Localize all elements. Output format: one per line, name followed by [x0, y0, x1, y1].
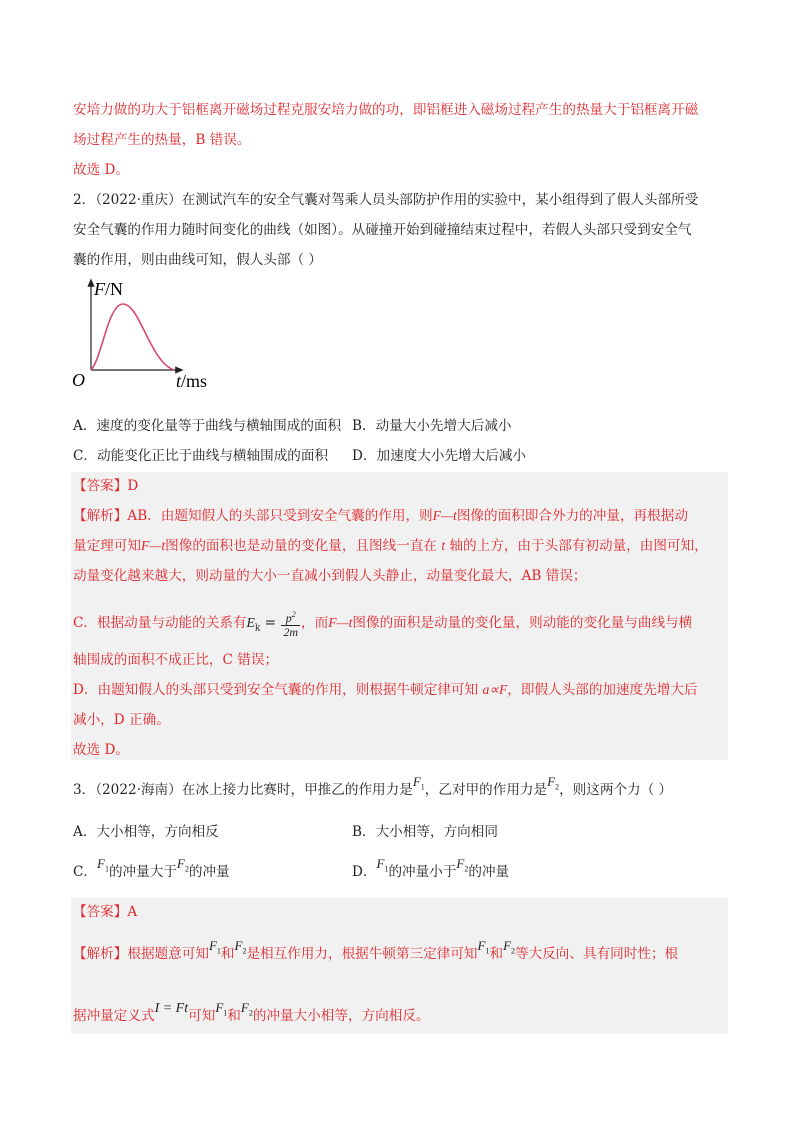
f2-symbol: $F_2$ [456, 856, 469, 874]
option-c: C．$F_1$的冲量大于$F_2$的冲量 [73, 856, 230, 880]
analysis-line: C．根据动量与动能的关系有$E_k$ = $\frac{p^2}{2m}$ ，而F—t图像的面积是动量的变化量，则动能的变化量与曲线与横 [73, 610, 693, 639]
analysis-line: 【解析】AB．由题知假人的头部只受到安全气囊的作用，则F—t图像的面积即合外力的冲量，再根据动 [73, 508, 688, 524]
f1-symbol: $F_1$ [215, 1000, 228, 1018]
f2-symbol: $F_2$ [503, 938, 516, 956]
option-b: B．动量大小先增大后减小 [352, 418, 512, 434]
f1-symbol: $F_1$ [208, 938, 221, 956]
x-axis-label: t/ms [176, 371, 208, 391]
force-time-graph [70, 276, 220, 392]
text-line: 故选 D。 [73, 162, 130, 178]
question-2-stem: 囊的作用，则由曲线可知，假人头部（ ） [73, 252, 323, 268]
f2-symbol: $F_2$ [176, 856, 189, 874]
text-line: 安培力做的功大于铝框离开磁场过程克服安培力做的功，即铝框进入磁场过程产生的热量大于铝框离开磁 [73, 102, 699, 118]
force-curve [91, 304, 174, 370]
question-3-stem: 3．（2022·海南）在冰上接力比赛时，甲推乙的作用力是$F_1$，乙对甲的作用力是$F_2$，则这两个力（ ） [73, 774, 673, 798]
origin-label: O [72, 370, 85, 390]
y-axis-label: F/N [94, 279, 123, 299]
answer-label: 【答案】D [73, 478, 139, 494]
question-2-stem: 2．（2022·重庆）在测试汽车的安全气囊对驾乘人员头部防护作用的实验中，某小组得到了假人头部所受 [73, 192, 699, 208]
analysis-line: 故选 D。 [73, 742, 130, 758]
f2-symbol: $F_2$ [240, 1000, 253, 1018]
option-a: A．大小相等，方向相反 [73, 824, 219, 840]
f1-symbol: $F_1$ [477, 938, 490, 956]
impulse-formula: I = Ft [154, 1001, 189, 1016]
kinetic-energy-formula: $E_k$ = $\frac{p^2}{2m}$ [246, 610, 299, 639]
analysis-line: D．由题知假人的头部只受到安全气囊的作用，则根据牛顿定律可知 a∝F，即假人头部的加速度先增大后 [73, 682, 698, 698]
analysis-line: 量定理可知F—t图像的面积也是动量的变化量，且图线一直在 t 轴的上方，由于头部有初动量，由图可知， [73, 538, 708, 554]
option-c: C．动能变化正比于曲线与横轴围成的面积 [73, 448, 329, 464]
analysis-line: 动量变化越来越大，则动量的大小一直减小到假人头静止，动量变化最大，AB 错误； [73, 568, 587, 584]
option-a: A．速度的变化量等于曲线与横轴围成的面积 [73, 418, 342, 434]
answer-label: 【答案】A [73, 904, 138, 920]
analysis-line: 【解析】根据题意可知$F_1$和$F_2$是相互作用力，根据牛顿第三定律可知$F_1$和$F_2$等大反向、具有同时性；根 [73, 938, 679, 962]
option-b: B．大小相等，方向相同 [352, 824, 498, 840]
f2-symbol: $F_2$ [547, 774, 560, 792]
analysis-line: 减小，D 正确。 [73, 712, 170, 728]
option-d: D．加速度大小先增大后减小 [352, 448, 527, 464]
f1-symbol: $F_1$ [412, 774, 425, 792]
analysis-line: 据冲量定义式I = Ft可知$F_1$和$F_2$的冲量大小相等，方向相反。 [73, 1000, 430, 1024]
analysis-line: 轴围成的面积不成正比，C 错误； [73, 652, 279, 668]
option-d: D．$F_1$的冲量小于$F_2$的冲量 [352, 856, 510, 880]
f1-symbol: $F_1$ [97, 856, 109, 874]
question-2-stem: 安全气囊的作用力随时间变化的曲线（如图）。从碰撞开始到碰撞结束过程中，若假人头部只受到安全气 [73, 222, 692, 238]
f1-symbol: $F_1$ [376, 856, 389, 874]
text-line: 场过程产生的热量，B 错误。 [73, 132, 251, 148]
f2-symbol: $F_2$ [234, 938, 247, 956]
